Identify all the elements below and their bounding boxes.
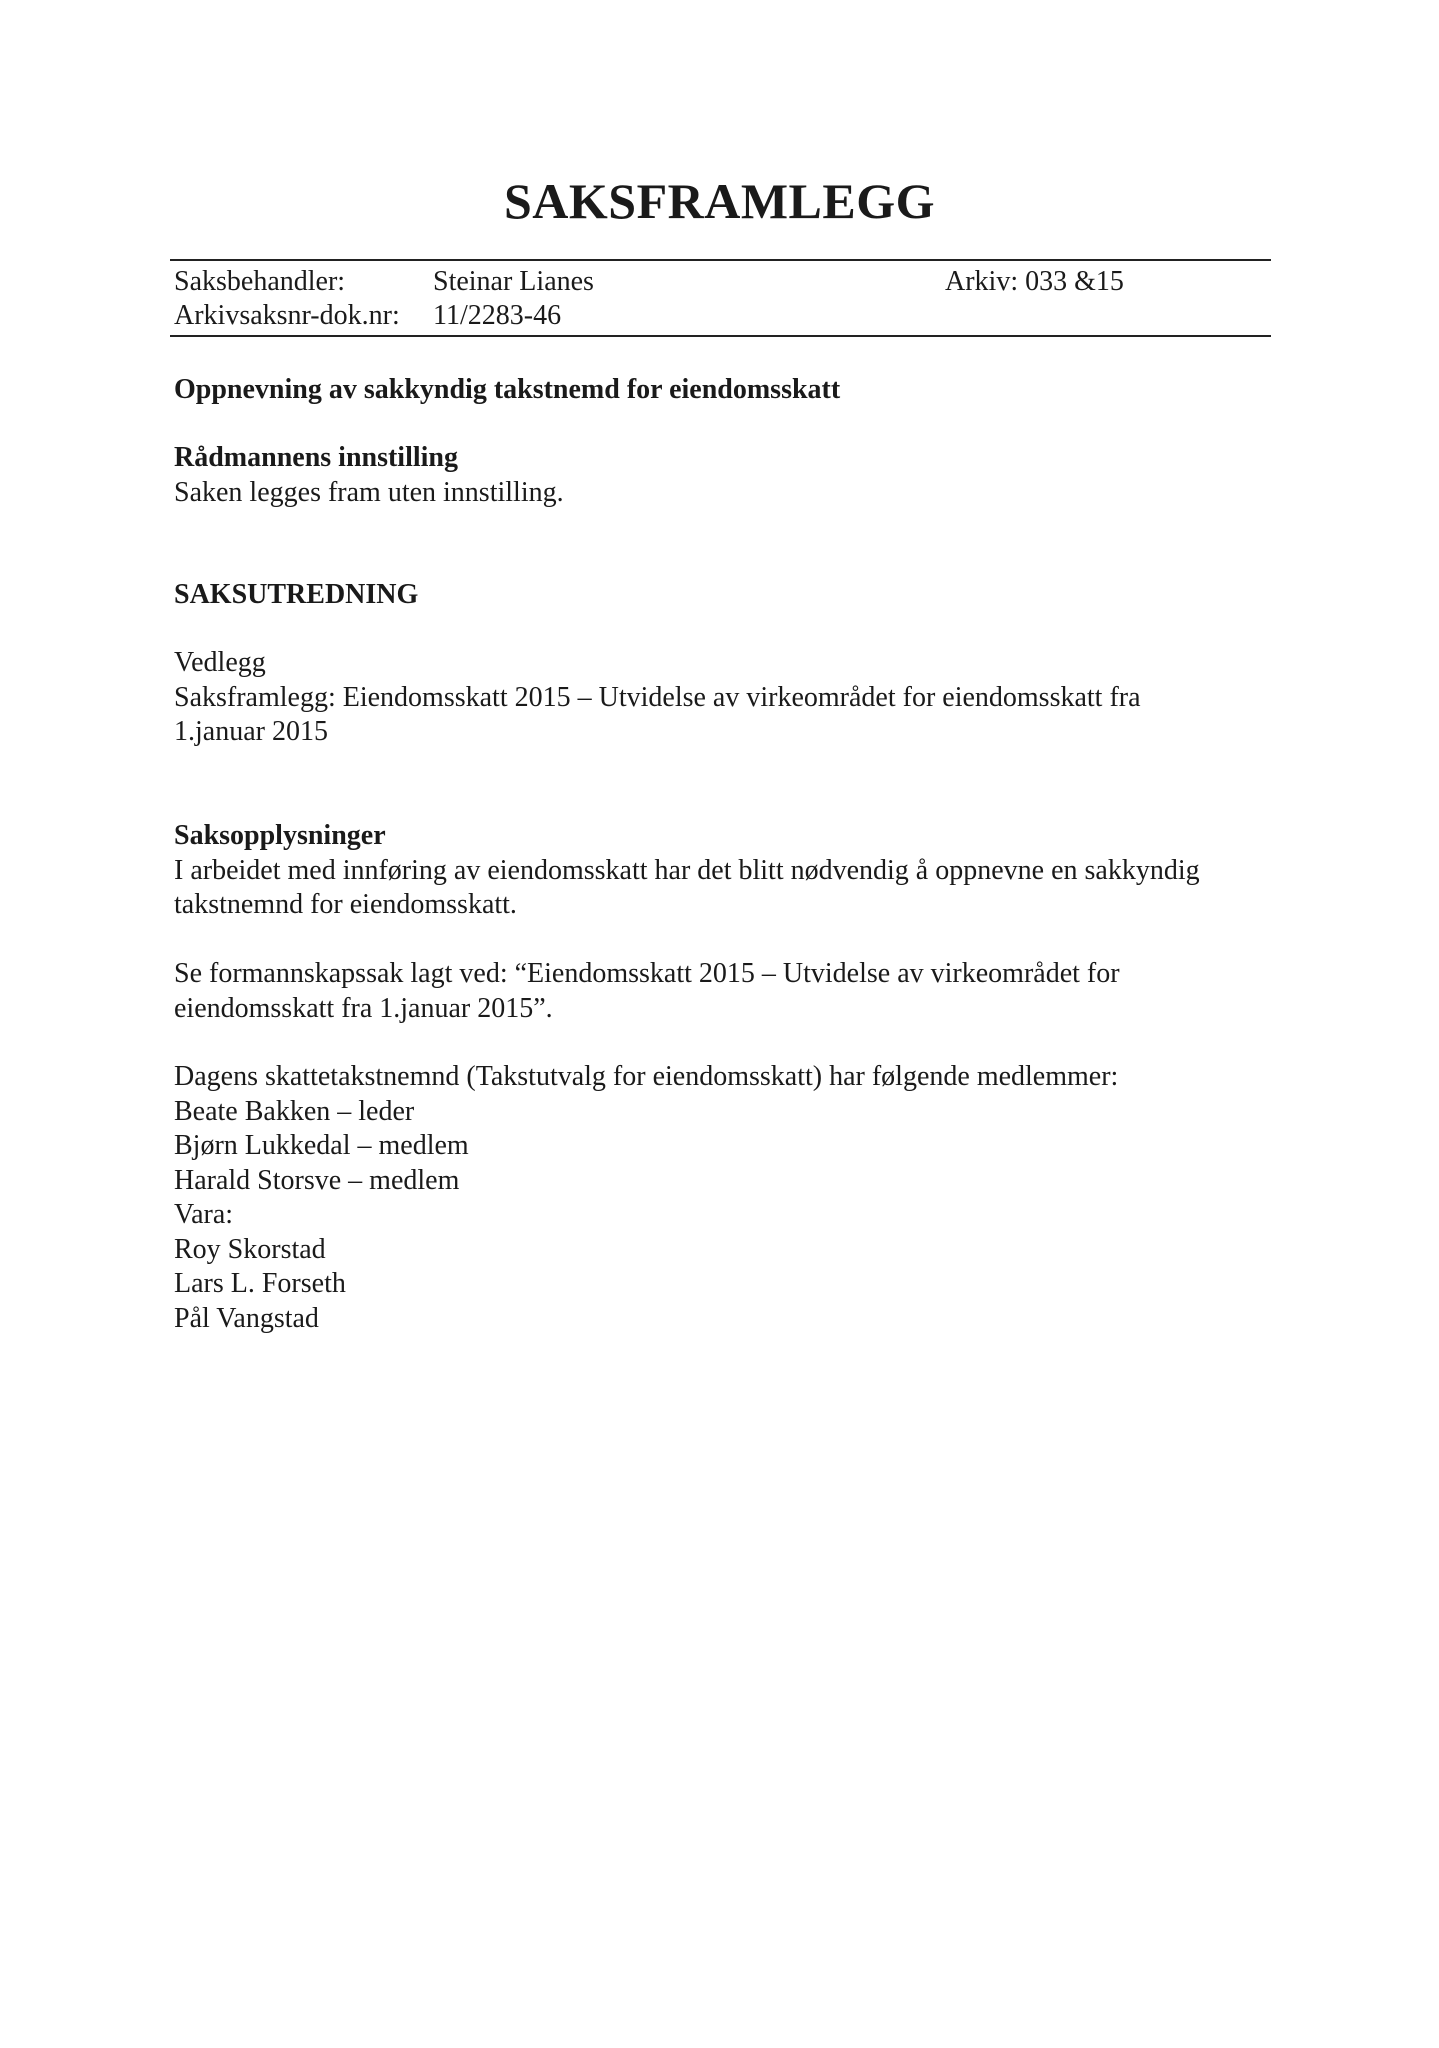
case-info-heading: Saksopplysninger: [174, 820, 386, 851]
case-info-section: [174, 819, 1284, 923]
reference-paragraph: [174, 957, 1284, 1026]
archive-code: Arkiv: 033 &15: [945, 266, 1124, 297]
attachment-line-1: Saksframlegg: Eiendomsskatt 2015 – Utvidelse av virkeområdet for eiendomsskatt fra: [174, 681, 1141, 713]
reference-line-1: Se formannskapssak lagt ved: “Eiendomsskatt 2015 – Utvidelse av virkeområdet for: [174, 958, 1120, 989]
recommendation-section: [174, 441, 1284, 510]
recommendation-heading: Rådmannens innstilling: [174, 442, 458, 473]
document-title: SAKSFRAMLEGG: [503, 173, 936, 229]
deputies-label: Vara:: [174, 1199, 234, 1230]
attachments-section: [174, 646, 1284, 750]
recommendation-text: Saken legges fram uten innstilling.: [174, 476, 564, 508]
members-intro: Dagens skattetakstnemnd (Takstutvalg for eiendomsskatt) har følgende medlemmer:: [174, 1061, 1119, 1092]
deputy-item: Roy Skorstad: [174, 1233, 326, 1265]
reference-line-2: eiendomsskatt fra 1.januar 2015”.: [174, 992, 553, 1024]
member-item: Beate Bakken – leder: [174, 1095, 415, 1127]
case-officer-label: Saksbehandler:: [174, 266, 346, 297]
subject-heading: Oppnevning av sakkyndig takstnemd for eiendomsskatt: [174, 374, 841, 405]
member-item: Harald Storsve – medlem: [174, 1164, 460, 1196]
case-info-para1-line1: I arbeidet med innføring av eiendomsskatt har det blitt nødvendig å oppnevne en sakkyndig: [174, 854, 1200, 886]
header-top-rule: [170, 259, 1271, 261]
deputy-item: Lars L. Forseth: [174, 1268, 346, 1299]
attachment-line-2: 1.januar 2015: [174, 716, 328, 747]
member-item: Bjørn Lukkedal – medlem: [174, 1130, 469, 1161]
deputy-item: Pål Vangstad: [174, 1302, 319, 1334]
archive-case-label: Arkivsaksnr-dok.nr:: [174, 300, 400, 331]
attachments-label: Vedlegg: [174, 647, 266, 678]
header-bottom-rule: [170, 335, 1271, 337]
archive-case-value: 11/2283-46: [433, 300, 562, 331]
investigation-heading: SAKSUTREDNING: [174, 579, 419, 610]
case-info-para1-line2: takstnemnd for eiendomsskatt.: [174, 889, 517, 920]
case-officer-value: Steinar Lianes: [433, 266, 594, 297]
members-section: [174, 1060, 1284, 1336]
